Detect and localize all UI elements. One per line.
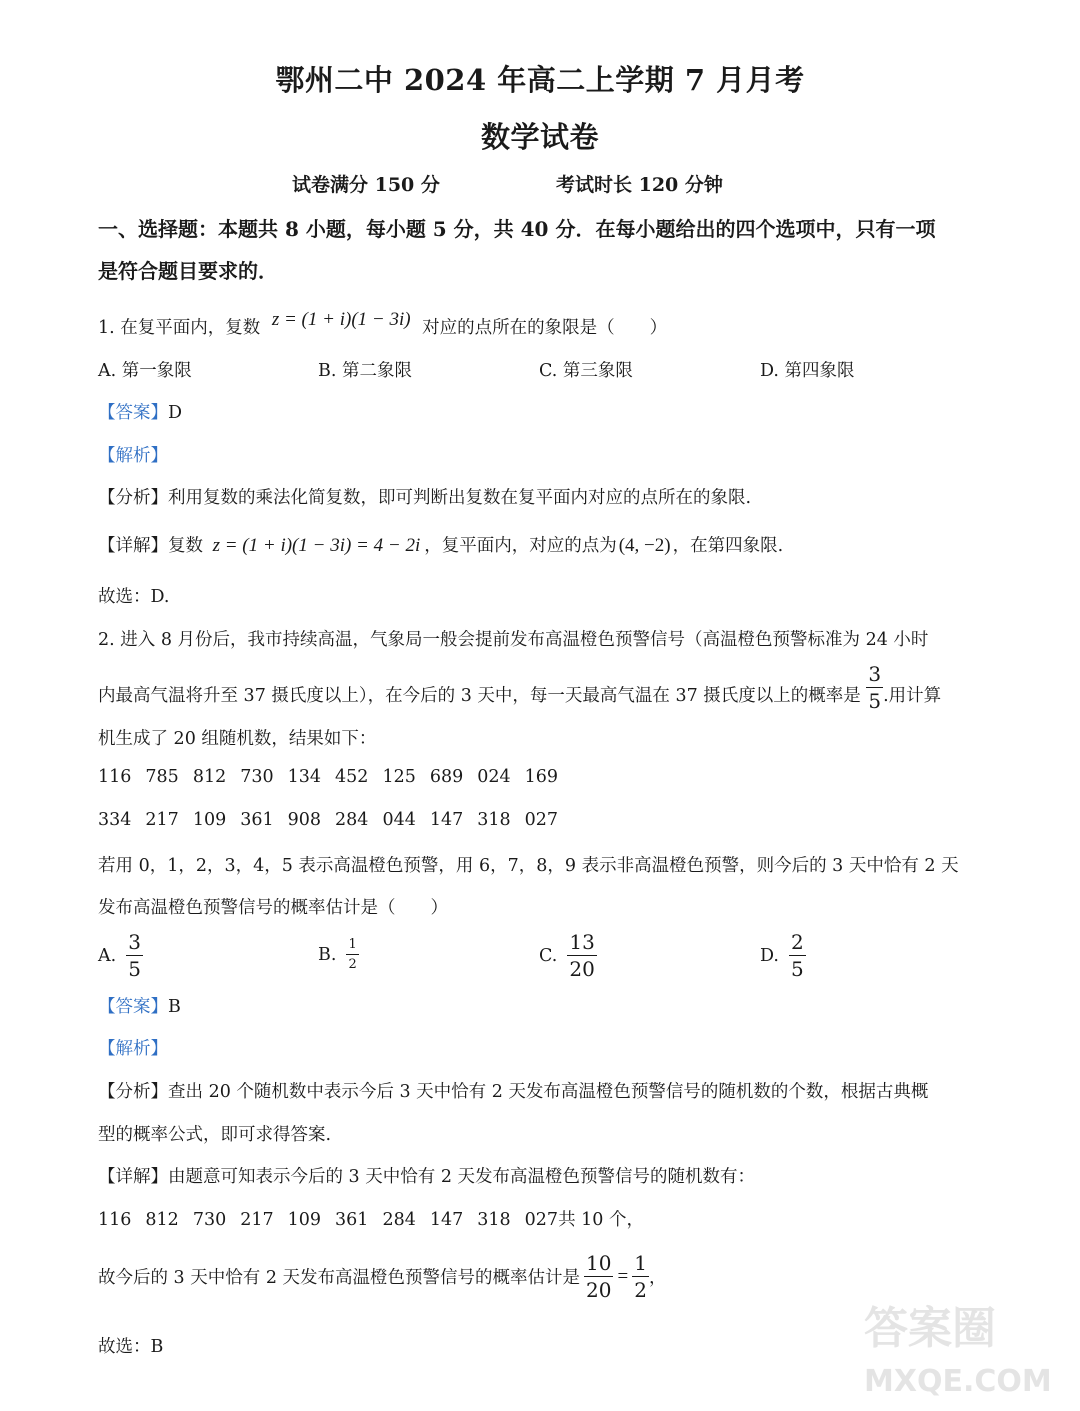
answer-value: B <box>168 997 181 1017</box>
q2-line1: 2. 进入 8 月份后，我市持续高温，气象局一般会提前发布高温橙色预警信号（高温橙色预警标准为 24 小时 <box>98 630 929 650</box>
random-number: 147 <box>429 1210 464 1230</box>
section-heading-line1: 一、选择题：本题共 8 小题，每小题 5 分，共 40 分．在每小题给出的四个选项中，只有一项 <box>98 217 936 241</box>
xiangjie-text-c: ，在第四象限. <box>672 536 784 556</box>
xiangjie-point: (4, −2) <box>618 535 671 556</box>
fenxi-tag: 【分析】 <box>98 1082 168 1102</box>
xiangjie-text: 由题意可知表示今后的 3 天中恰有 2 天发布高温橙色预警信号的随机数有： <box>168 1167 756 1187</box>
subject-title: 数学试卷 <box>480 120 599 154</box>
q1-stem <box>98 309 668 339</box>
random-number: 284 <box>382 1210 416 1230</box>
list-suffix: 共 10 个， <box>558 1210 644 1230</box>
q2-fenxi-line1 <box>98 1078 928 1103</box>
random-number: 147 <box>429 810 464 830</box>
xiangjie-formula: z = (1 + i)(1 − 3i) = 4 − 2i <box>212 535 421 556</box>
q1-conclusion: 故选：D. <box>98 587 170 607</box>
random-number: 027 <box>524 810 559 830</box>
xiangjie-text-a: 复数 <box>168 536 203 556</box>
random-numbers-row2 <box>98 810 572 830</box>
answer-tag: 【答案】 <box>98 403 168 423</box>
option-label: B. <box>318 944 337 965</box>
q2-estimate <box>98 1253 666 1300</box>
random-number: 125 <box>382 767 416 787</box>
random-number: 109 <box>192 810 227 830</box>
fraction-denominator: 5 <box>868 689 882 713</box>
fraction-denominator: 20 <box>586 1278 612 1302</box>
random-number: 217 <box>145 810 179 830</box>
fraction-denominator: 2 <box>634 1278 647 1302</box>
random-numbers-row1 <box>98 767 572 787</box>
fraction-denominator: 2 <box>348 957 357 972</box>
q1-option-b: B. 第二象限 <box>318 361 412 381</box>
q1-suffix: 对应的点所在的象限是（ ） <box>422 318 668 338</box>
q2-xiangjie <box>98 1163 755 1188</box>
random-number: 318 <box>477 810 511 830</box>
q1-analysis-tag: 【解析】 <box>98 446 168 466</box>
watermark-logo <box>856 1293 1056 1403</box>
fraction-denominator: 5 <box>128 957 141 981</box>
xiangjie-tag: 【详解】 <box>98 1167 168 1187</box>
random-number: 116 <box>98 767 132 787</box>
random-number: 785 <box>145 767 179 787</box>
watermark-graphic <box>856 1293 1056 1403</box>
q1-prefix: 1. 在复平面内，复数 <box>98 318 261 338</box>
random-number: 361 <box>335 1210 369 1230</box>
random-number: 024 <box>477 767 511 787</box>
exam-duration: 考试时长 120 分钟 <box>556 174 723 196</box>
random-number: 452 <box>335 767 369 787</box>
svg-text:MXQE.COM: MXQE.COM <box>864 1364 1052 1399</box>
xiangjie-tag: 【详解】 <box>98 536 168 556</box>
random-number: 116 <box>98 1210 132 1230</box>
q2-analysis-tag: 【解析】 <box>98 1039 168 1059</box>
random-number: 689 <box>429 767 464 787</box>
random-number: 812 <box>145 1210 179 1230</box>
q1-answer <box>98 399 182 424</box>
estimate-text: 故今后的 3 天中恰有 2 天发布高温橙色预警信号的概率估计是 <box>98 1268 581 1288</box>
section-heading-line2: 是符合题目要求的． <box>98 259 278 283</box>
q2-answer <box>98 993 181 1018</box>
q1-option-c: C. 第三象限 <box>539 361 633 381</box>
fraction-numerator: 1 <box>634 1251 647 1275</box>
estimate-tail: ， <box>648 1268 667 1288</box>
q2-option-b <box>318 932 359 977</box>
option-label: A. <box>98 945 117 966</box>
full-score: 试卷满分 150 分 <box>292 174 440 196</box>
q2-option-d <box>760 932 806 979</box>
option-fraction <box>126 932 143 979</box>
random-number: 730 <box>240 767 274 787</box>
fraction-numerator: 10 <box>586 1251 612 1275</box>
random-number: 318 <box>477 1210 511 1230</box>
q1-option-d: D. 第四象限 <box>760 361 855 381</box>
q2-line5: 发布高温橙色预警信号的概率估计是（ ） <box>98 898 448 918</box>
random-number: 284 <box>335 810 369 830</box>
q2-line2-text-b: .用计算 <box>883 686 942 706</box>
xiangjie-text-b: ，复平面内，对应的点为 <box>424 536 617 556</box>
option-fraction <box>346 938 358 971</box>
option-label: D. <box>760 945 779 966</box>
q2-prob-fraction <box>866 664 883 711</box>
fraction-numerator: 1 <box>346 938 358 955</box>
q2-line4: 若用 0，1，2，3，4，5 表示高温橙色预警，用 6，7，8，9 表示非高温橙色预警，则今后的 3 天中恰有 2 天 <box>98 856 959 876</box>
fraction-numerator: 3 <box>128 930 141 954</box>
q1-xiangjie <box>98 532 783 557</box>
random-number: 134 <box>287 767 322 787</box>
svg-text:答案圈: 答案圈 <box>864 1303 996 1354</box>
q1-option-a: A. 第一象限 <box>98 361 192 381</box>
fraction-numerator: 13 <box>569 930 595 954</box>
q2-conclusion: 故选：B <box>98 1337 164 1357</box>
answer-value: D <box>168 403 183 423</box>
fenxi-tag: 【分析】 <box>98 488 168 508</box>
random-number: 334 <box>98 810 132 830</box>
option-fraction <box>789 932 806 979</box>
fraction-numerator: 2 <box>790 930 804 954</box>
random-number: 169 <box>524 767 559 787</box>
page-title: 鄂州二中 2024 年高二上学期 7 月月考 <box>275 63 805 97</box>
fenxi-text: 利用复数的乘法化简复数，即可判断出复数在复平面内对应的点所在的象限. <box>168 488 752 508</box>
q2-line2-text-a: 内最高气温将升至 37 摄氏度以上），在今后的 3 天中，每一天最高气温在 37 摄氏度以上的概率是 <box>98 686 861 706</box>
q2-line3: 机生成了 20 组随机数，结果如下： <box>98 729 377 749</box>
q2-option-a <box>98 932 143 979</box>
fenxi-text: 查出 20 个随机数中表示今后 3 天中恰有 2 天发布高温橙色预警信号的随机数的个数，根据古典概 <box>168 1082 929 1102</box>
estimate-fraction-1 <box>584 1253 613 1300</box>
fraction-numerator: 3 <box>868 662 882 686</box>
q1-fenxi <box>98 484 751 509</box>
fraction-denominator: 20 <box>569 957 595 981</box>
q2-fenxi-line2: 型的概率公式，即可求得答案. <box>98 1125 332 1145</box>
random-number: 217 <box>240 1210 274 1230</box>
q2-line2 <box>98 664 941 711</box>
option-label: C. <box>539 945 558 966</box>
random-number: 812 <box>192 767 227 787</box>
q2-matching-list <box>98 1206 658 1231</box>
estimate-fraction-2 <box>632 1253 649 1300</box>
random-number: 730 <box>192 1210 227 1230</box>
answer-tag: 【答案】 <box>98 997 168 1017</box>
random-number: 044 <box>382 810 416 830</box>
random-number: 109 <box>287 1210 322 1230</box>
random-number: 908 <box>287 810 322 830</box>
option-fraction <box>567 932 596 979</box>
random-number: 361 <box>240 810 274 830</box>
fraction-denominator: 5 <box>790 957 804 981</box>
equals-sign: = <box>617 1265 629 1287</box>
random-number: 027 <box>524 1210 559 1230</box>
q2-option-c <box>539 932 597 979</box>
q1-formula: z = (1 + i)(1 − 3i) <box>271 309 411 330</box>
